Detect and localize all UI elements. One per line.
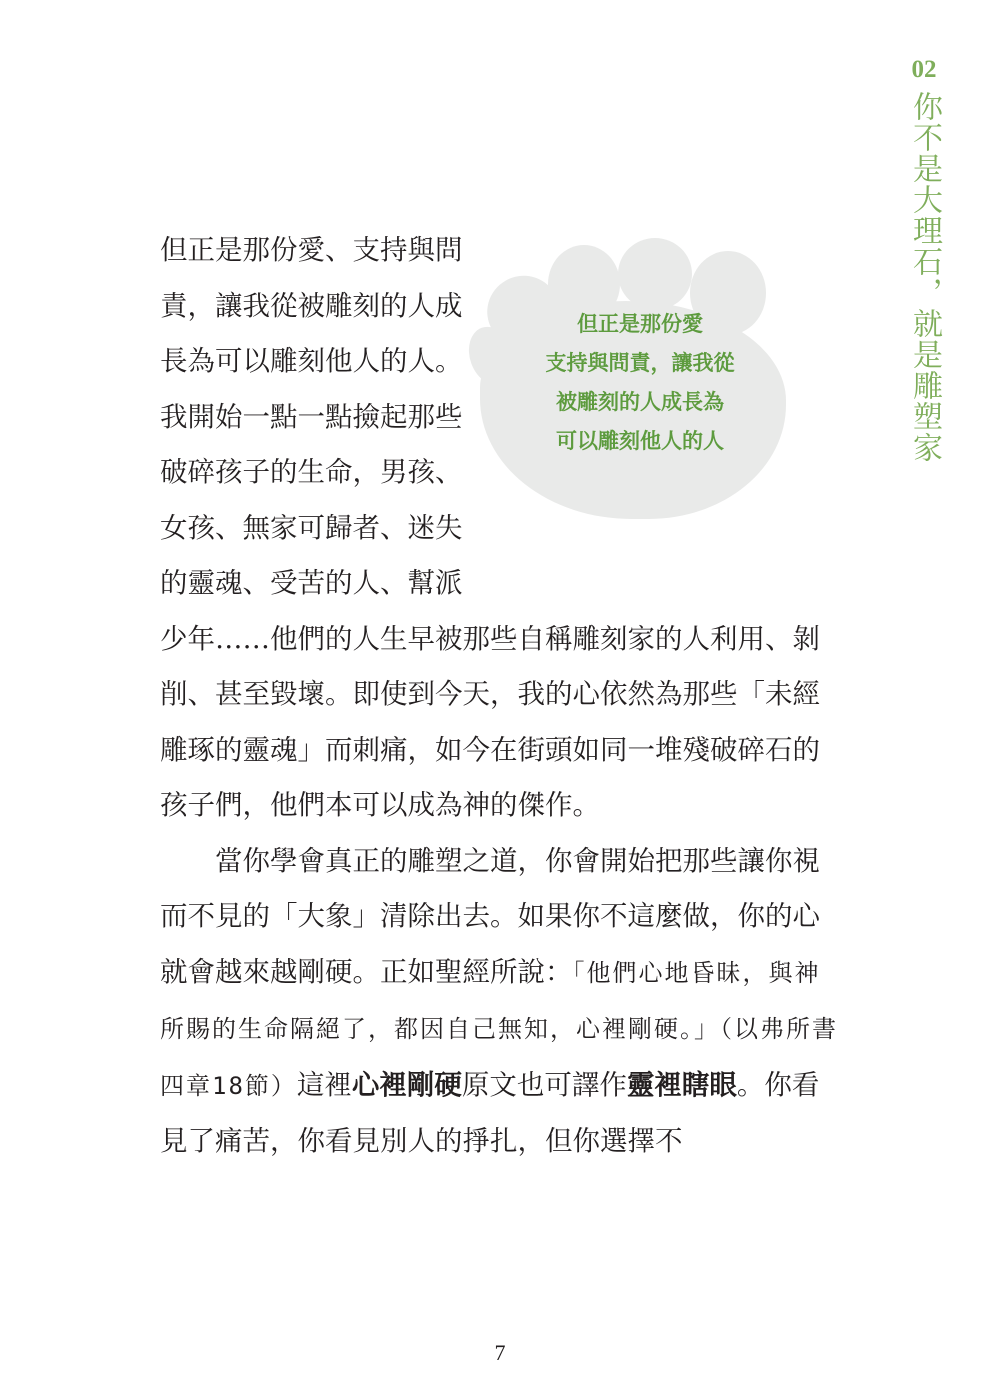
page-number: 7 — [494, 1340, 506, 1365]
pull-quote-line: 但正是那份愛 — [577, 312, 703, 336]
chapter-header — [902, 55, 946, 463]
chapter-title: 你不是大理石，就是雕塑家 — [907, 91, 942, 463]
scripture-quote: 「他們心地昏昧，與神所賜的生命隔絕了，都因自己無知，心裡剛硬。」（以弗所書四章18節） — [160, 958, 838, 1100]
pull-quote-line: 被雕刻的人成長為 — [556, 390, 724, 414]
paragraph-2-text: 原文也可譯作 — [461, 1068, 627, 1101]
paragraph-2-text: 。你看見了痛苦，你看見別人的掙扎，但你選擇不 — [160, 1068, 820, 1157]
quote-bubble-shape — [618, 238, 692, 310]
pull-quote — [470, 223, 840, 558]
chapter-number: 02 — [911, 56, 937, 83]
paragraph-2-text: 當你學會真正的雕塑之道，你會開始把那些讓你視而不見的「大象」清除出去。如果你不這麼做，你的心就會越來越剛硬。正如聖經所說： — [160, 844, 820, 988]
pull-quote-text — [510, 305, 770, 461]
paragraph-2 — [160, 834, 840, 1170]
emphasis-text: 靈裡瞎眼 — [626, 1068, 737, 1101]
paragraph-1: 但正是那份愛、支持與問責，讓我從被雕刻的人成長為可以雕刻他人的人。我開始一點一點撿起那些破碎孩子的生命，男孩、女孩、無家可歸者、迷失的靈魂、受苦的人、幫派少年……他們的人生早被那些自稱雕刻家的人利用、剝削、甚至毀壞。即使到今天，我的心依然為那些「未經雕琢的靈魂」而刺痛，如今在街頭如同一堆殘破碎石的孩子們，他們本可以成為神的傑作。 — [160, 234, 820, 821]
paragraph-2-text: 這裡 — [296, 1068, 352, 1101]
pull-quote-line: 可以雕刻他人的人 — [556, 429, 724, 453]
pull-quote-line: 支持與問責，讓我從 — [545, 351, 735, 375]
emphasis-text: 心裡剛硬 — [351, 1068, 462, 1101]
body-text — [160, 223, 840, 1170]
